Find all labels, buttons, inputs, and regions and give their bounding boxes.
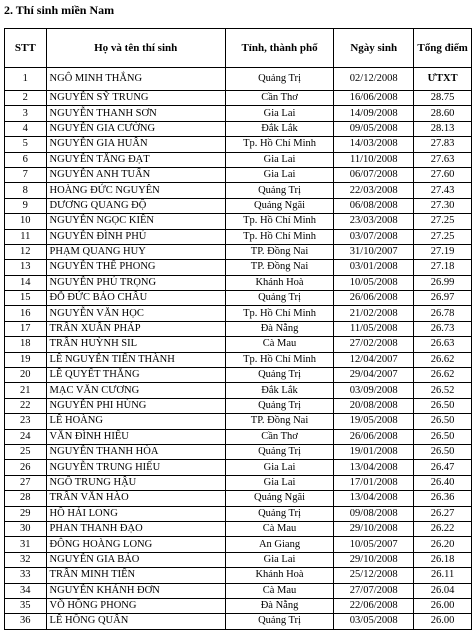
cell-name: TRẦN HUỲNH SIL (46, 337, 225, 352)
cell-city: Tp. Hồ Chí Minh (225, 352, 333, 367)
cell-name: ĐÔNG HOÀNG LONG (46, 537, 225, 552)
cell-stt: 6 (5, 152, 47, 167)
cell-dob: 27/02/2008 (334, 337, 414, 352)
cell-name: NGUYỄN ANH TUẤN (46, 167, 225, 182)
cell-city: Gia Lai (225, 106, 333, 121)
cell-score: 26.04 (414, 583, 472, 598)
cell-name: NGUYỄN KHÁNH ĐƠN (46, 583, 225, 598)
cell-stt: 25 (5, 444, 47, 459)
cell-stt: 2 (5, 91, 47, 106)
table-row (5, 291, 472, 306)
table-body (5, 68, 472, 630)
cell-score: 27.19 (414, 244, 472, 259)
cell-city: Gia Lai (225, 152, 333, 167)
table-row (5, 229, 472, 244)
section-title: 2. Thí sinh miền Nam (4, 3, 115, 17)
cell-score: ƯTXT (414, 68, 472, 91)
cell-name: TRẦN MINH TIẾN (46, 568, 225, 583)
cell-stt: 14 (5, 275, 47, 290)
cell-name: NGUYỄN TRUNG HIẾU (46, 460, 225, 475)
cell-city: Khánh Hoà (225, 275, 333, 290)
cell-city: Quảng Trị (225, 444, 333, 459)
cell-dob: 06/08/2008 (334, 198, 414, 213)
cell-score: 27.83 (414, 137, 472, 152)
cell-stt: 9 (5, 198, 47, 213)
cell-score: 27.25 (414, 229, 472, 244)
cell-score: 26.50 (414, 398, 472, 413)
table-row (5, 368, 472, 383)
table-row (5, 598, 472, 613)
cell-score: 26.00 (414, 614, 472, 629)
cell-city: Quảng Trị (225, 291, 333, 306)
cell-name: NGUYỄN NGỌC KIÊN (46, 214, 225, 229)
cell-score: 26.18 (414, 552, 472, 567)
cell-name: PHẠM QUANG HUY (46, 244, 225, 259)
cell-stt: 36 (5, 614, 47, 629)
cell-name: PHAN THANH ĐẠO (46, 521, 225, 536)
table-row (5, 475, 472, 490)
cell-name: NGUYỄN PHI HÙNG (46, 398, 225, 413)
cell-name: HOÀNG ĐỨC NGUYÊN (46, 183, 225, 198)
cell-stt: 29 (5, 506, 47, 521)
cell-score: 26.40 (414, 475, 472, 490)
cell-score: 28.60 (414, 106, 472, 121)
cell-score: 27.18 (414, 260, 472, 275)
cell-city: Cà Mau (225, 521, 333, 536)
table-row (5, 306, 472, 321)
cell-city: Đắk Lắk (225, 383, 333, 398)
table-row (5, 260, 472, 275)
cell-dob: 11/05/2008 (334, 321, 414, 336)
cell-score: 26.27 (414, 506, 472, 521)
cell-name: TRẦN VĂN HÀO (46, 491, 225, 506)
cell-city: Cần Thơ (225, 429, 333, 444)
cell-city: Tp. Hồ Chí Minh (225, 137, 333, 152)
cell-score: 26.62 (414, 352, 472, 367)
cell-score: 26.00 (414, 598, 472, 613)
table-row (5, 383, 472, 398)
table-row (5, 337, 472, 352)
cell-score: 26.52 (414, 383, 472, 398)
cell-dob: 13/04/2008 (334, 460, 414, 475)
cell-score: 27.30 (414, 198, 472, 213)
table-row (5, 198, 472, 213)
cell-city: Tp. Hồ Chí Minh (225, 229, 333, 244)
header-row (5, 29, 472, 68)
table-row (5, 414, 472, 429)
cell-stt: 16 (5, 306, 47, 321)
cell-name: LÊ HỒNG QUÂN (46, 614, 225, 629)
cell-dob: 03/01/2008 (334, 260, 414, 275)
cell-stt: 1 (5, 68, 47, 91)
cell-city: Gia Lai (225, 475, 333, 490)
cell-city: Quảng Ngãi (225, 198, 333, 213)
table-row (5, 121, 472, 136)
table-row (5, 521, 472, 536)
cell-city: Gia Lai (225, 167, 333, 182)
header-name: Họ và tên thí sinh (46, 29, 225, 68)
cell-dob: 14/03/2008 (334, 137, 414, 152)
table-row (5, 167, 472, 182)
cell-dob: 27/07/2008 (334, 583, 414, 598)
cell-score: 26.78 (414, 306, 472, 321)
cell-dob: 19/05/2008 (334, 414, 414, 429)
table-row (5, 444, 472, 459)
table-row (5, 568, 472, 583)
cell-dob: 31/10/2007 (334, 244, 414, 259)
header-city: Tỉnh, thành phố (225, 29, 333, 68)
cell-city: Đà Nẵng (225, 321, 333, 336)
cell-dob: 02/12/2008 (334, 68, 414, 91)
cell-stt: 35 (5, 598, 47, 613)
cell-score: 27.63 (414, 152, 472, 167)
cell-dob: 29/10/2008 (334, 552, 414, 567)
cell-score: 26.20 (414, 537, 472, 552)
cell-stt: 18 (5, 337, 47, 352)
cell-dob: 11/10/2008 (334, 152, 414, 167)
cell-dob: 12/04/2007 (334, 352, 414, 367)
cell-stt: 33 (5, 568, 47, 583)
cell-city: TP. Đồng Nai (225, 260, 333, 275)
cell-dob: 29/10/2008 (334, 521, 414, 536)
cell-city: Quảng Trị (225, 68, 333, 91)
cell-name: NGUYỄN SỸ TRUNG (46, 91, 225, 106)
cell-stt: 31 (5, 537, 47, 552)
cell-dob: 23/03/2008 (334, 214, 414, 229)
cell-stt: 4 (5, 121, 47, 136)
cell-name: NGUYỄN GIA HUÂN (46, 137, 225, 152)
cell-stt: 13 (5, 260, 47, 275)
header-score: Tổng điểm (414, 29, 472, 68)
cell-stt: 15 (5, 291, 47, 306)
cell-stt: 19 (5, 352, 47, 367)
cell-stt: 5 (5, 137, 47, 152)
cell-name: NGUYỄN VĂN HỌC (46, 306, 225, 321)
cell-stt: 10 (5, 214, 47, 229)
cell-score: 26.50 (414, 414, 472, 429)
cell-city: Tp. Hồ Chí Minh (225, 306, 333, 321)
table-row (5, 275, 472, 290)
cell-score: 27.60 (414, 167, 472, 182)
cell-score: 26.50 (414, 429, 472, 444)
cell-score: 27.25 (414, 214, 472, 229)
cell-score: 26.36 (414, 491, 472, 506)
cell-score: 26.50 (414, 444, 472, 459)
table-row (5, 537, 472, 552)
cell-name: DƯƠNG QUANG ĐỘ (46, 198, 225, 213)
cell-dob: 09/08/2008 (334, 506, 414, 521)
cell-stt: 3 (5, 106, 47, 121)
cell-score: 26.22 (414, 521, 472, 536)
cell-stt: 28 (5, 491, 47, 506)
cell-stt: 34 (5, 583, 47, 598)
cell-score: 26.97 (414, 291, 472, 306)
cell-name: NGUYỄN THANH SƠN (46, 106, 225, 121)
table-row (5, 152, 472, 167)
cell-stt: 20 (5, 368, 47, 383)
cell-name: NGUYỄN TĂNG ĐẠT (46, 152, 225, 167)
table-row (5, 244, 472, 259)
cell-stt: 21 (5, 383, 47, 398)
table-row (5, 214, 472, 229)
cell-city: Gia Lai (225, 552, 333, 567)
cell-name: LÊ QUYẾT THẮNG (46, 368, 225, 383)
results-table (4, 28, 472, 630)
cell-dob: 20/08/2008 (334, 398, 414, 413)
cell-city: Cần Thơ (225, 91, 333, 106)
cell-dob: 26/06/2008 (334, 429, 414, 444)
table-row (5, 91, 472, 106)
cell-dob: 13/04/2008 (334, 491, 414, 506)
table-row (5, 106, 472, 121)
cell-dob: 14/09/2008 (334, 106, 414, 121)
cell-score: 26.63 (414, 337, 472, 352)
cell-city: Quảng Ngãi (225, 491, 333, 506)
cell-city: An Giang (225, 537, 333, 552)
cell-name: NGÔ MINH THẮNG (46, 68, 225, 91)
cell-city: Tp. Hồ Chí Minh (225, 214, 333, 229)
table-row (5, 460, 472, 475)
cell-city: Quảng Trị (225, 614, 333, 629)
cell-city: Cà Mau (225, 337, 333, 352)
cell-score: 26.47 (414, 460, 472, 475)
cell-name: NGUYỄN THANH HÒA (46, 444, 225, 459)
cell-city: Quảng Trị (225, 368, 333, 383)
cell-dob: 06/07/2008 (334, 167, 414, 182)
cell-name: VÕ HỒNG PHONG (46, 598, 225, 613)
cell-dob: 19/01/2008 (334, 444, 414, 459)
cell-dob: 10/05/2007 (334, 537, 414, 552)
cell-score: 28.75 (414, 91, 472, 106)
cell-stt: 12 (5, 244, 47, 259)
cell-name: LÊ NGUYỄN TIẾN THÀNH (46, 352, 225, 367)
cell-stt: 27 (5, 475, 47, 490)
cell-name: LÊ HOÀNG (46, 414, 225, 429)
table-row (5, 321, 472, 336)
cell-dob: 03/05/2008 (334, 614, 414, 629)
cell-dob: 17/01/2008 (334, 475, 414, 490)
cell-score: 26.62 (414, 368, 472, 383)
cell-name: ĐỖ ĐỨC BẢO CHÂU (46, 291, 225, 306)
table-row (5, 614, 472, 629)
cell-dob: 03/07/2008 (334, 229, 414, 244)
table-row (5, 137, 472, 152)
table-row (5, 68, 472, 91)
header-dob: Ngày sinh (334, 29, 414, 68)
cell-city: Cà Mau (225, 583, 333, 598)
table-row (5, 491, 472, 506)
table-row (5, 506, 472, 521)
cell-dob: 16/06/2008 (334, 91, 414, 106)
cell-score: 26.11 (414, 568, 472, 583)
cell-stt: 8 (5, 183, 47, 198)
cell-name: TRẦN XUÂN PHÁP (46, 321, 225, 336)
cell-stt: 22 (5, 398, 47, 413)
cell-dob: 26/06/2008 (334, 291, 414, 306)
cell-dob: 22/03/2008 (334, 183, 414, 198)
cell-dob: 10/05/2008 (334, 275, 414, 290)
cell-stt: 24 (5, 429, 47, 444)
cell-stt: 30 (5, 521, 47, 536)
cell-score: 26.99 (414, 275, 472, 290)
cell-city: Quảng Trị (225, 183, 333, 198)
table-row (5, 352, 472, 367)
table-row (5, 429, 472, 444)
cell-city: Đắk Lắk (225, 121, 333, 136)
cell-dob: 29/04/2007 (334, 368, 414, 383)
table-row (5, 183, 472, 198)
cell-stt: 32 (5, 552, 47, 567)
cell-score: 27.43 (414, 183, 472, 198)
cell-stt: 7 (5, 167, 47, 182)
cell-dob: 21/02/2008 (334, 306, 414, 321)
cell-city: TP. Đồng Nai (225, 244, 333, 259)
cell-dob: 22/06/2008 (334, 598, 414, 613)
cell-name: MẠC VĂN CƯƠNG (46, 383, 225, 398)
cell-city: Gia Lai (225, 460, 333, 475)
cell-dob: 03/09/2008 (334, 383, 414, 398)
cell-city: Quảng Trị (225, 506, 333, 521)
cell-stt: 11 (5, 229, 47, 244)
cell-name: NGUYỄN GIA CƯỜNG (46, 121, 225, 136)
table-row (5, 583, 472, 598)
cell-city: TP. Đồng Nai (225, 414, 333, 429)
table-row (5, 398, 472, 413)
cell-name: HỒ HẢI LONG (46, 506, 225, 521)
cell-score: 28.13 (414, 121, 472, 136)
cell-stt: 26 (5, 460, 47, 475)
cell-name: VĂN ĐÌNH HIẾU (46, 429, 225, 444)
cell-city: Đà Nẵng (225, 598, 333, 613)
cell-stt: 23 (5, 414, 47, 429)
cell-name: NGUYỄN PHÚ TRỌNG (46, 275, 225, 290)
cell-name: NGUYỄN THẾ PHONG (46, 260, 225, 275)
cell-score: 26.73 (414, 321, 472, 336)
table-row (5, 552, 472, 567)
cell-dob: 09/05/2008 (334, 121, 414, 136)
cell-name: NGUYỄN ĐÌNH PHÚ (46, 229, 225, 244)
cell-dob: 25/12/2008 (334, 568, 414, 583)
cell-name: NGÔ TRUNG HẬU (46, 475, 225, 490)
header-stt: STT (5, 29, 47, 68)
cell-name: NGUYỄN GIA BẢO (46, 552, 225, 567)
cell-stt: 17 (5, 321, 47, 336)
cell-city: Khánh Hoà (225, 568, 333, 583)
cell-city: Quảng Trị (225, 398, 333, 413)
